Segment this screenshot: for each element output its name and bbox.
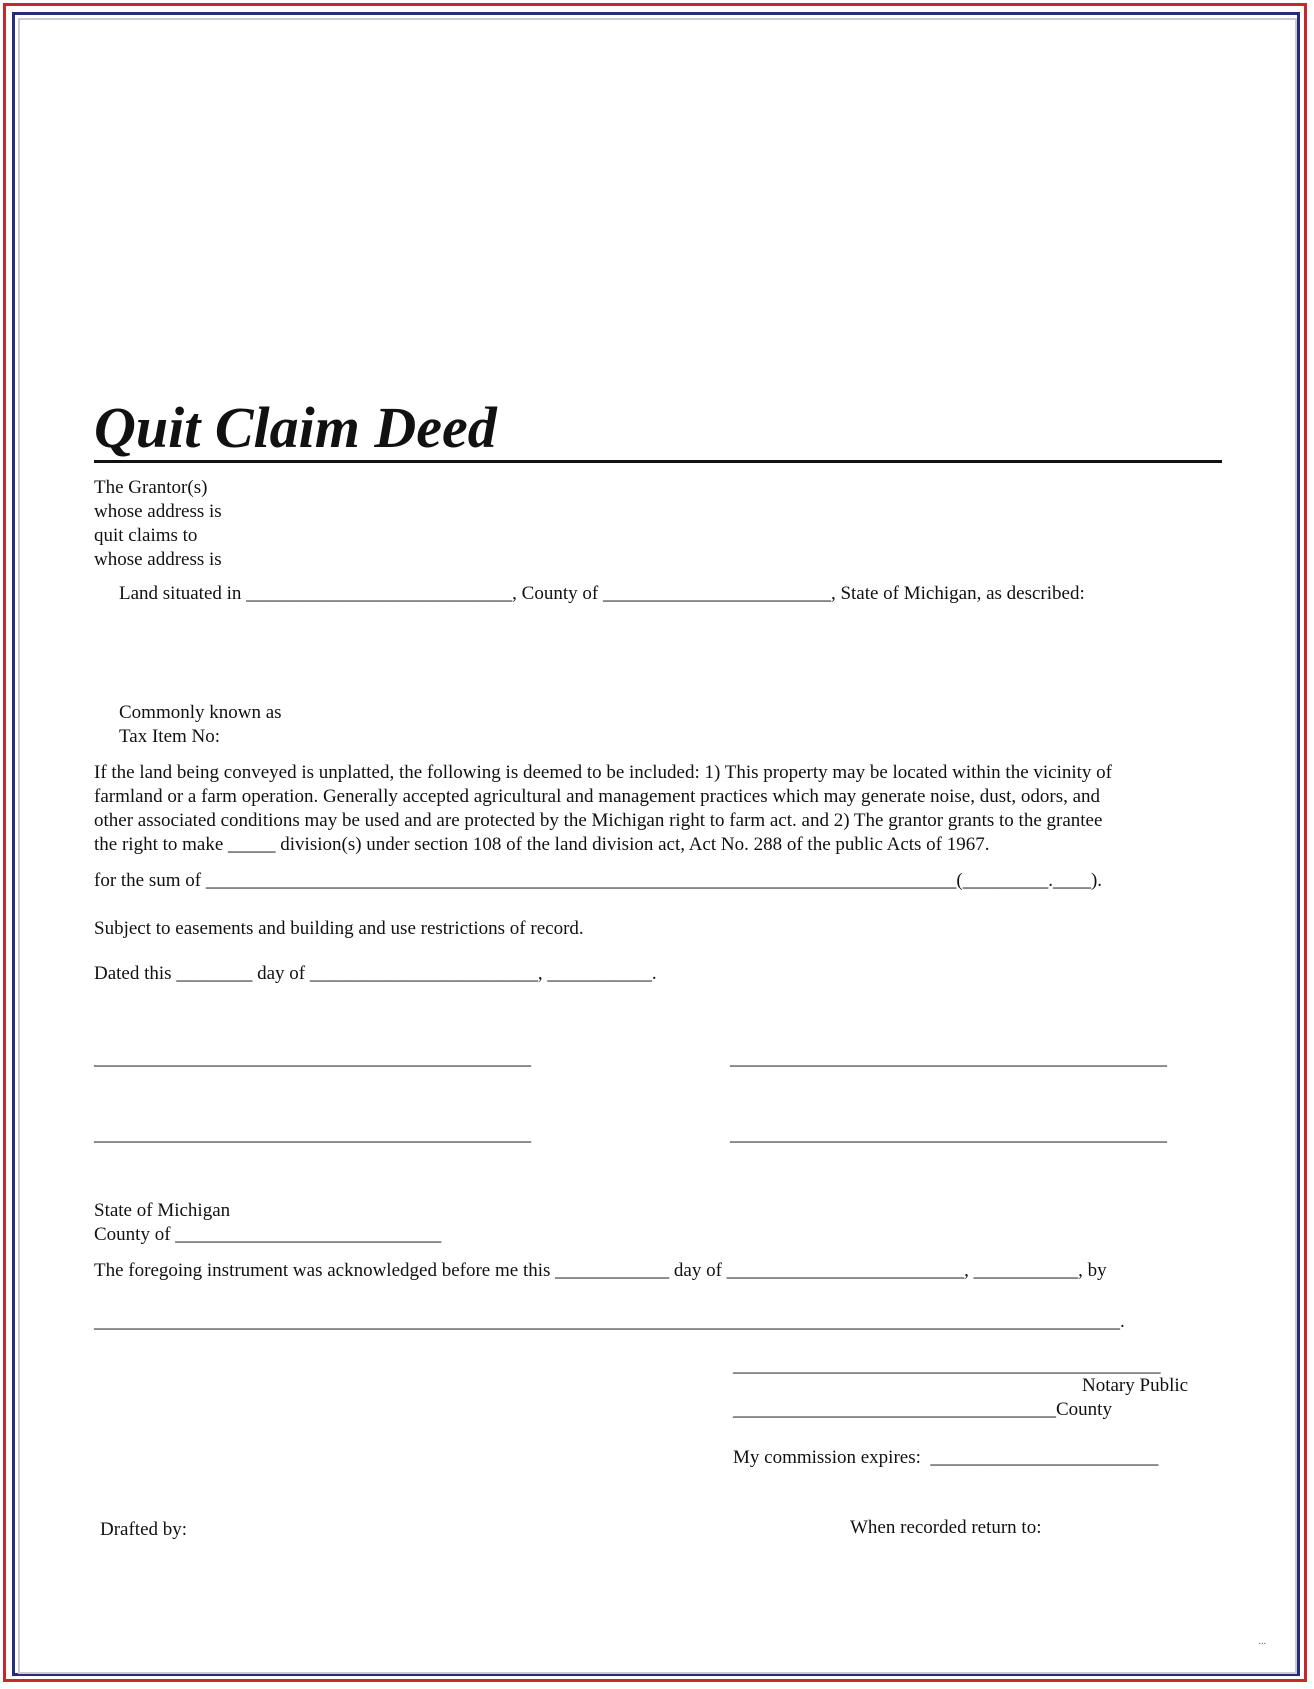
dated-line: Dated this ________ day of ________________________, ___________.: [94, 963, 657, 984]
signature-line-right-1: ______________________________________________: [730, 1048, 1167, 1069]
return-to-label: When recorded return to:: [850, 1517, 1042, 1538]
document-page: [20, 20, 1294, 1672]
unplatted-line: other associated conditions may be used and are protected by the Michigan right to farm act. and 2) The grantor grants to the grantee: [94, 810, 1103, 831]
by-line: ____________________________________________________________________________________________________________.: [94, 1311, 1125, 1332]
notary-signature-line: _____________________________________________: [733, 1355, 1161, 1376]
unplatted-line: the right to make _____ division(s) under section 108 of the land division act, Act No. 288 of the public Acts of 1967.: [94, 834, 990, 855]
commonly-known-label: Commonly known as: [119, 702, 282, 723]
grantee-address-label: whose address is: [94, 549, 222, 570]
unplatted-line: farmland or a farm operation. Generally accepted agricultural and management practices which may generate noise, dust, odors, and: [94, 786, 1101, 807]
notary-county-line: __________________________________County: [733, 1399, 1112, 1420]
land-situated-line: Land situated in ____________________________, County of ________________________, State of Michigan, as described:: [119, 583, 1085, 604]
drafted-by-label: Drafted by:: [100, 1519, 188, 1540]
notary-public-label: Notary Public: [1082, 1375, 1189, 1396]
document-title: Quit Claim Deed: [94, 395, 497, 460]
signature-line-right-2: ______________________________________________: [730, 1124, 1167, 1145]
acknowledged-line: The foregoing instrument was acknowledged before me this ____________ day of _________________________, ___________, by: [94, 1260, 1107, 1281]
unplatted-paragraph: [94, 761, 1224, 857]
state-label: State of Michigan: [94, 1200, 231, 1221]
corner-mark: ...: [1258, 1636, 1266, 1647]
grantor-address-label: whose address is: [94, 501, 222, 522]
tax-item-label: Tax Item No:: [119, 726, 221, 747]
commission-expires-line: My commission expires: ________________________: [733, 1447, 1159, 1468]
title-rule: [94, 460, 1222, 463]
sum-line: for the sum of _______________________________________________________________________________(_________.____).: [94, 870, 1103, 891]
quit-claims-label: quit claims to: [94, 525, 198, 546]
signature-line-left-2: ______________________________________________: [94, 1124, 531, 1145]
grantor-label: The Grantor(s): [94, 477, 208, 498]
county-line: County of ____________________________: [94, 1224, 442, 1245]
unplatted-line: If the land being conveyed is unplatted, the following is deemed to be included: 1) This property may be located within the vicinity of: [94, 762, 1113, 783]
signature-line-left-1: ______________________________________________: [94, 1048, 531, 1069]
subject-line: Subject to easements and building and use restrictions of record.: [94, 918, 584, 939]
